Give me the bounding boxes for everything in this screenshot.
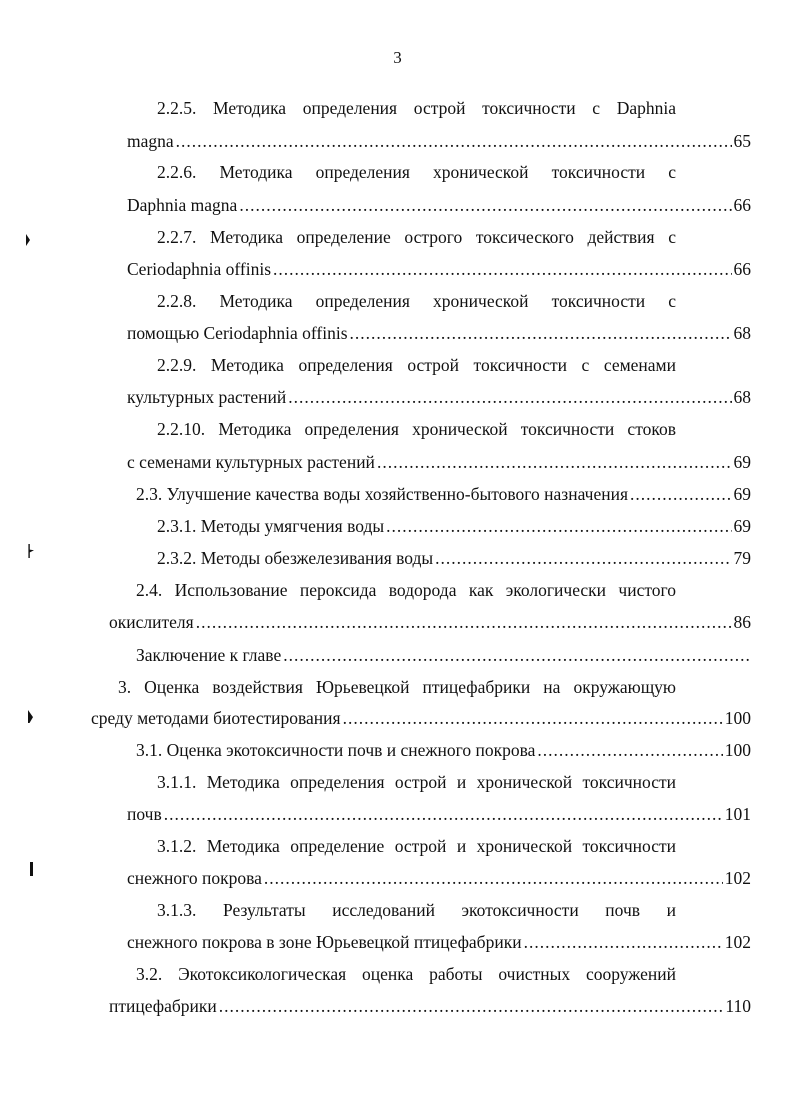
toc-entry-last-line: [109, 610, 751, 634]
dot-leader: [264, 866, 723, 890]
toc-entry-last-line: [91, 706, 751, 730]
toc-page-number: 100: [724, 708, 751, 728]
toc-page-number: 86: [733, 612, 751, 632]
toc-page-number: 102: [724, 868, 751, 888]
dot-leader: [219, 994, 724, 1018]
dot-leader: [524, 930, 723, 954]
toc-entry-title: magna: [127, 131, 174, 151]
toc-page-number: 69: [733, 484, 751, 504]
toc-entry-last-line: [127, 450, 751, 474]
toc-entry-title: 2.3. Улучшение качества воды хозяйственно-бытового назначения: [136, 484, 628, 504]
toc-entry-first-line: 2.2.10. Методика определения хронической токсичности стоков: [157, 419, 676, 439]
dot-leader: [288, 385, 731, 409]
toc-entry-title: окислителя: [109, 612, 194, 632]
toc-entry-line: [136, 643, 751, 667]
dot-leader: [164, 802, 723, 826]
toc-entry-last-line: [109, 994, 751, 1018]
toc-entry-title: почв: [127, 804, 162, 824]
toc-entry-last-line: [127, 930, 751, 954]
dot-leader: [377, 450, 732, 474]
toc-entry-first-line: 2.2.7. Методика определение острого токсического действия с: [157, 227, 676, 247]
toc-page-number: 68: [733, 387, 751, 407]
dot-leader: [283, 643, 749, 667]
toc-entry-title: птицефабрики: [109, 996, 217, 1016]
toc-entry-line: [157, 514, 751, 538]
toc-page-number: 100: [724, 740, 751, 760]
toc-entry-line: [136, 482, 751, 506]
toc-entry-title: 2.3.1. Методы умягчения воды: [157, 516, 385, 536]
dot-leader: [350, 321, 732, 345]
toc-page-number: 69: [733, 516, 751, 536]
toc-entry-first-line: 2.2.6. Методика определения хронической токсичности с: [157, 162, 676, 182]
toc-entry-line: [136, 738, 751, 762]
toc-entry-last-line: [127, 385, 751, 409]
toc-entry-first-line: 3.2. Экотоксикологическая оценка работы очистных сооружений: [136, 964, 676, 984]
toc-entry-title: Заключение к главе: [136, 645, 282, 665]
toc-entry-title: 2.3.2. Методы обезжелезивания воды: [157, 548, 434, 568]
dot-leader: [343, 706, 723, 730]
toc-entry-title: Ceriodaphnia offinis: [127, 259, 272, 279]
toc-page-number: 68: [733, 323, 751, 343]
toc-entry-title: культурных растений: [127, 387, 287, 407]
toc-entry-first-line: 3.1.2. Методика определение острой и хронической токсичности: [157, 836, 676, 856]
dot-leader: [196, 610, 732, 634]
toc-entry-title: помощью Ceriodaphnia offinis: [127, 323, 348, 343]
toc-entry-first-line: 3.1.1. Методика определения острой и хронической токсичности: [157, 772, 676, 792]
dot-leader: [386, 514, 731, 538]
toc-entry-title: 3.1. Оценка экотоксичности почв и снежного покрова: [136, 740, 536, 760]
toc-entry-last-line: [127, 129, 751, 153]
toc-entry-last-line: [127, 866, 751, 890]
toc-entry-last-line: [127, 193, 751, 217]
dot-leader: [537, 738, 722, 762]
toc-page-number: 65: [733, 131, 751, 151]
toc-entry-last-line: [127, 802, 751, 826]
toc-entry-title: среду методами биотестирования: [91, 708, 341, 728]
toc-page-number: 66: [733, 195, 751, 215]
toc-entry-title: Daphnia magna: [127, 195, 238, 215]
toc-entry-first-line: 2.4. Использование пероксида водорода как экологически чистого: [136, 580, 676, 600]
toc-page-number: 69: [733, 452, 751, 472]
toc-entry-first-line: 2.2.9. Методика определения острой токсичности с семенами: [157, 355, 676, 375]
dot-leader: [176, 129, 732, 153]
toc-entry-first-line: 3. Оценка воздействия Юрьевецкой птицефабрики на окружающую: [118, 677, 676, 697]
toc-page-number: 102: [724, 932, 751, 952]
toc-entry-line: [157, 546, 751, 570]
toc-entry-first-line: 3.1.3. Результаты исследований экотоксичности почв и: [157, 900, 676, 920]
toc-entry-title: снежного покрова в зоне Юрьевецкой птицефабрики: [127, 932, 522, 952]
toc-entry-first-line: 2.2.5. Методика определения острой токсичности с Daphnia: [157, 98, 676, 118]
toc-page-number: 79: [733, 548, 751, 568]
toc-entry-title: снежного покрова: [127, 868, 262, 888]
dot-leader: [435, 546, 731, 570]
dot-leader: [239, 193, 731, 217]
toc-entry-title: с семенами культурных растений: [127, 452, 375, 472]
toc-page-number: 66: [733, 259, 751, 279]
toc-page-number: 101: [724, 804, 751, 824]
toc-entry-last-line: [127, 321, 751, 345]
toc-entry-first-line: 2.2.8. Методика определения хронической токсичности с: [157, 291, 676, 311]
dot-leader: [273, 257, 731, 281]
dot-leader: [630, 482, 732, 506]
page-number: 3: [393, 48, 402, 67]
toc-entry-last-line: [127, 257, 751, 281]
toc-page-number: 110: [725, 996, 751, 1016]
